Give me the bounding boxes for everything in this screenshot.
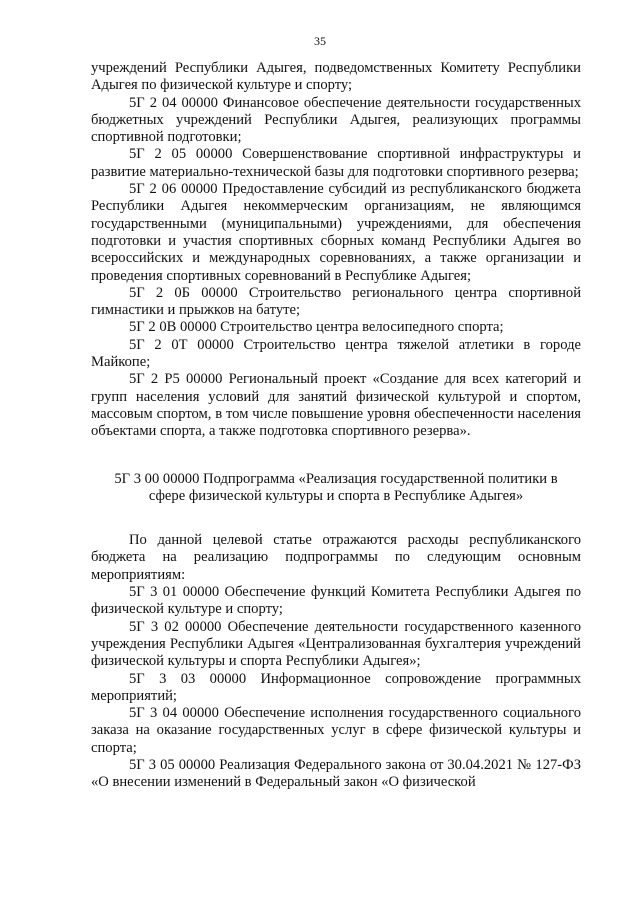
paragraph: 5Г 3 01 00000 Обеспечение функций Комитета Республики Адыгея по физической культуре и спорту; xyxy=(91,584,581,618)
paragraph: 5Г 2 06 00000 Предоставление субсидий из республиканского бюджета Республики Адыгея некоммерческим организациям, не являющимся государственными (муниципальными) учреждениями, для обеспечения подготовки и участия спортивных сборных команд Республики Адыгея во всероссийских и международных соревнованиях, а также организации и проведения спортивных соревнований в Республике Адыгея; xyxy=(91,181,581,284)
document-body xyxy=(91,60,581,792)
paragraph: 5Г 3 05 00000 Реализация Федерального закона от 30.04.2021 № 127-ФЗ «О внесении изменений в Федеральный закон «О физической xyxy=(91,756,581,791)
paragraph: 5Г 2 Р5 00000 Региональный проект «Создание для всех категорий и групп населения условий для занятий физической культурой и спортом, массовым спортом, в том числе повышение уровня обеспеченности населения объектами спорта, а также подготовка спортивного резерва». xyxy=(91,371,581,440)
section-heading: 5Г 3 00 00000 Подпрограмма «Реализация государственной политики в сфере физической культуры и спорта в Республике Адыгея» xyxy=(114,470,558,504)
paragraph: учреждений Республики Адыгея, подведомственных Комитету Республики Адыгея по физической культуре и спорту; xyxy=(91,60,581,94)
paragraph: 5Г 3 03 00000 Информационное сопровождение программных мероприятий; xyxy=(91,670,581,704)
paragraph: 5Г 3 04 00000 Обеспечение исполнения государственного социального заказа на оказание государственных услуг в сфере физической культуры и спорта; xyxy=(91,705,581,756)
paragraph: 5Г 2 04 00000 Финансовое обеспечение деятельности государственных бюджетных учреждений Республики Адыгея, реализующих программы спортивной подготовки; xyxy=(91,94,581,146)
paragraph: 5Г 2 05 00000 Совершенствование спортивной инфраструктуры и развитие материально-технической базы для подготовки спортивного резерва; xyxy=(91,146,581,180)
paragraph: По данной целевой статье отражаются расходы республиканского бюджета на реализацию подпрограммы по следующим основным мероприятиям: xyxy=(91,532,581,583)
paragraph: 5Г 2 0В 00000 Строительство центра велосипедного спорта; xyxy=(129,319,504,336)
page-number: 35 xyxy=(314,34,326,48)
paragraph: 5Г 2 0Т 00000 Строительство центра тяжелой атлетики в городе Майкопе; xyxy=(91,336,581,371)
paragraph: 5Г 2 0Б 00000 Строительство регионального центра спортивной гимнастики и прыжков на батуте; xyxy=(91,284,581,319)
paragraph: 5Г 3 02 00000 Обеспечение деятельности государственного казенного учреждения Республики Адыгея «Централизованная бухгалтерия учреждений физической культуры и спорта Республики Адыгея»; xyxy=(91,618,581,670)
